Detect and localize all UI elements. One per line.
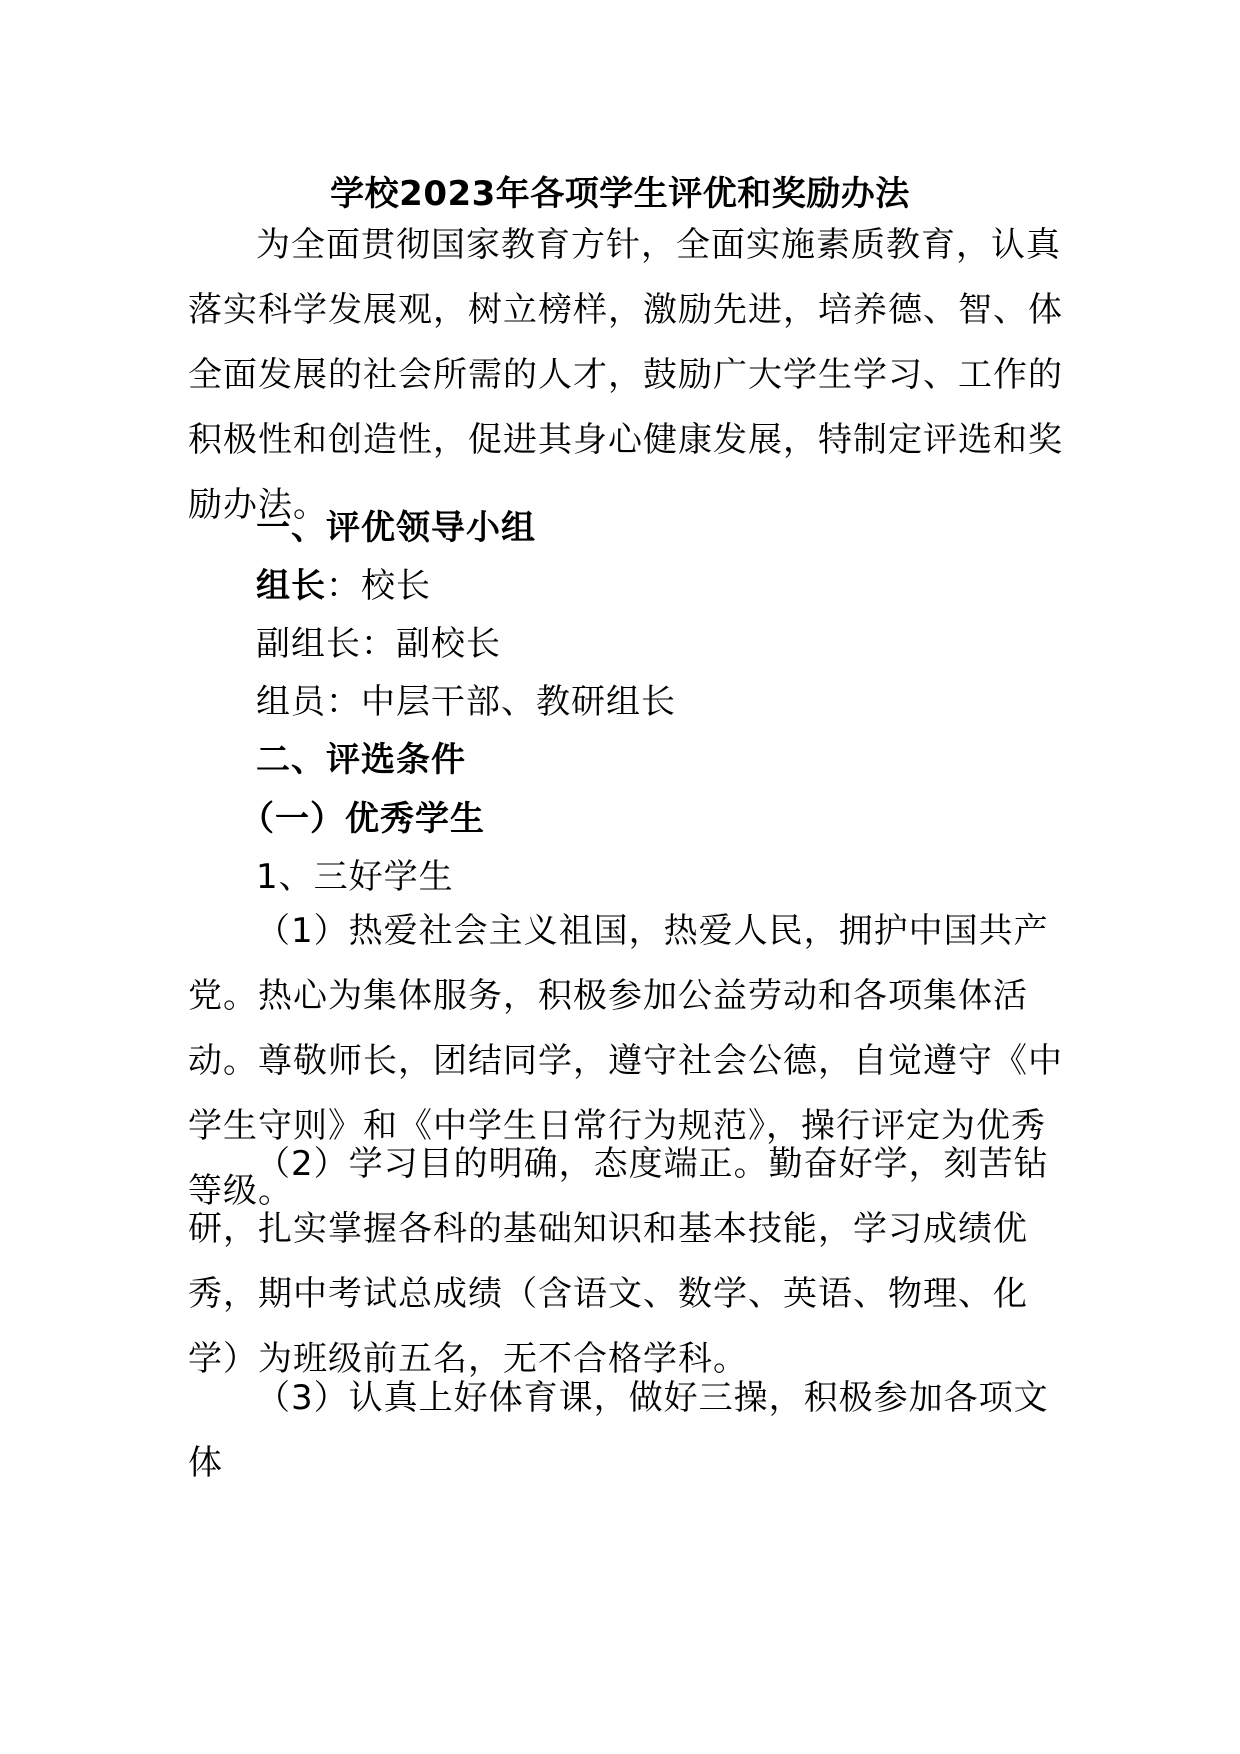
members-line: 组员：中层干部、教研组长: [256, 682, 676, 722]
leader-label: 组长: [256, 566, 326, 606]
criteria-paragraph-1: （1）热爱社会主义祖国，热爱人民，拥护中国共产党。热心为集体服务，积极参加公益劳动和各项集体活动。尊敬师长，团结同学，遵守社会公德，自觉遵守《中学生守则》和《中学生日常行为规范》，操行评定为优秀等级。: [188, 911, 1063, 1211]
deputy-leader-line: 副组长：副校长: [256, 624, 501, 664]
item-heading-three-good-students: 1、三好学生: [256, 857, 454, 897]
section-heading-leadership: 一、评优领导小组: [256, 508, 536, 548]
document-title: 学校2023年各项学生评优和奖励办法: [330, 174, 910, 214]
section-heading-criteria: 二、评选条件: [256, 740, 466, 780]
leader-line: [256, 562, 431, 610]
leader-value: ：校长: [326, 566, 431, 606]
criteria-paragraph-3: （3）认真上好体育课，做好三操，积极参加各项文体: [188, 1378, 1049, 1483]
criteria-paragraph-2: （2）学习目的明确，态度端正。勤奋好学，刻苦钻研，扎实掌握各科的基础知识和基本技能，学习成绩优秀，期中考试总成绩（含语文、数学、英语、物理、化学）为班级前五名，无不合格学科。: [188, 1144, 1049, 1379]
subsection-heading-excellent-students: （一）优秀学生: [240, 799, 485, 839]
intro-paragraph: 为全面贯彻国家教育方针，全面实施素质教育，认真落实科学发展观，树立榜样，激励先进，培养德、智、体全面发展的社会所需的人才，鼓励广大学生学习、工作的积极性和创造性，促进其身心健康发展，特制定评选和奖励办法。: [188, 225, 1063, 525]
